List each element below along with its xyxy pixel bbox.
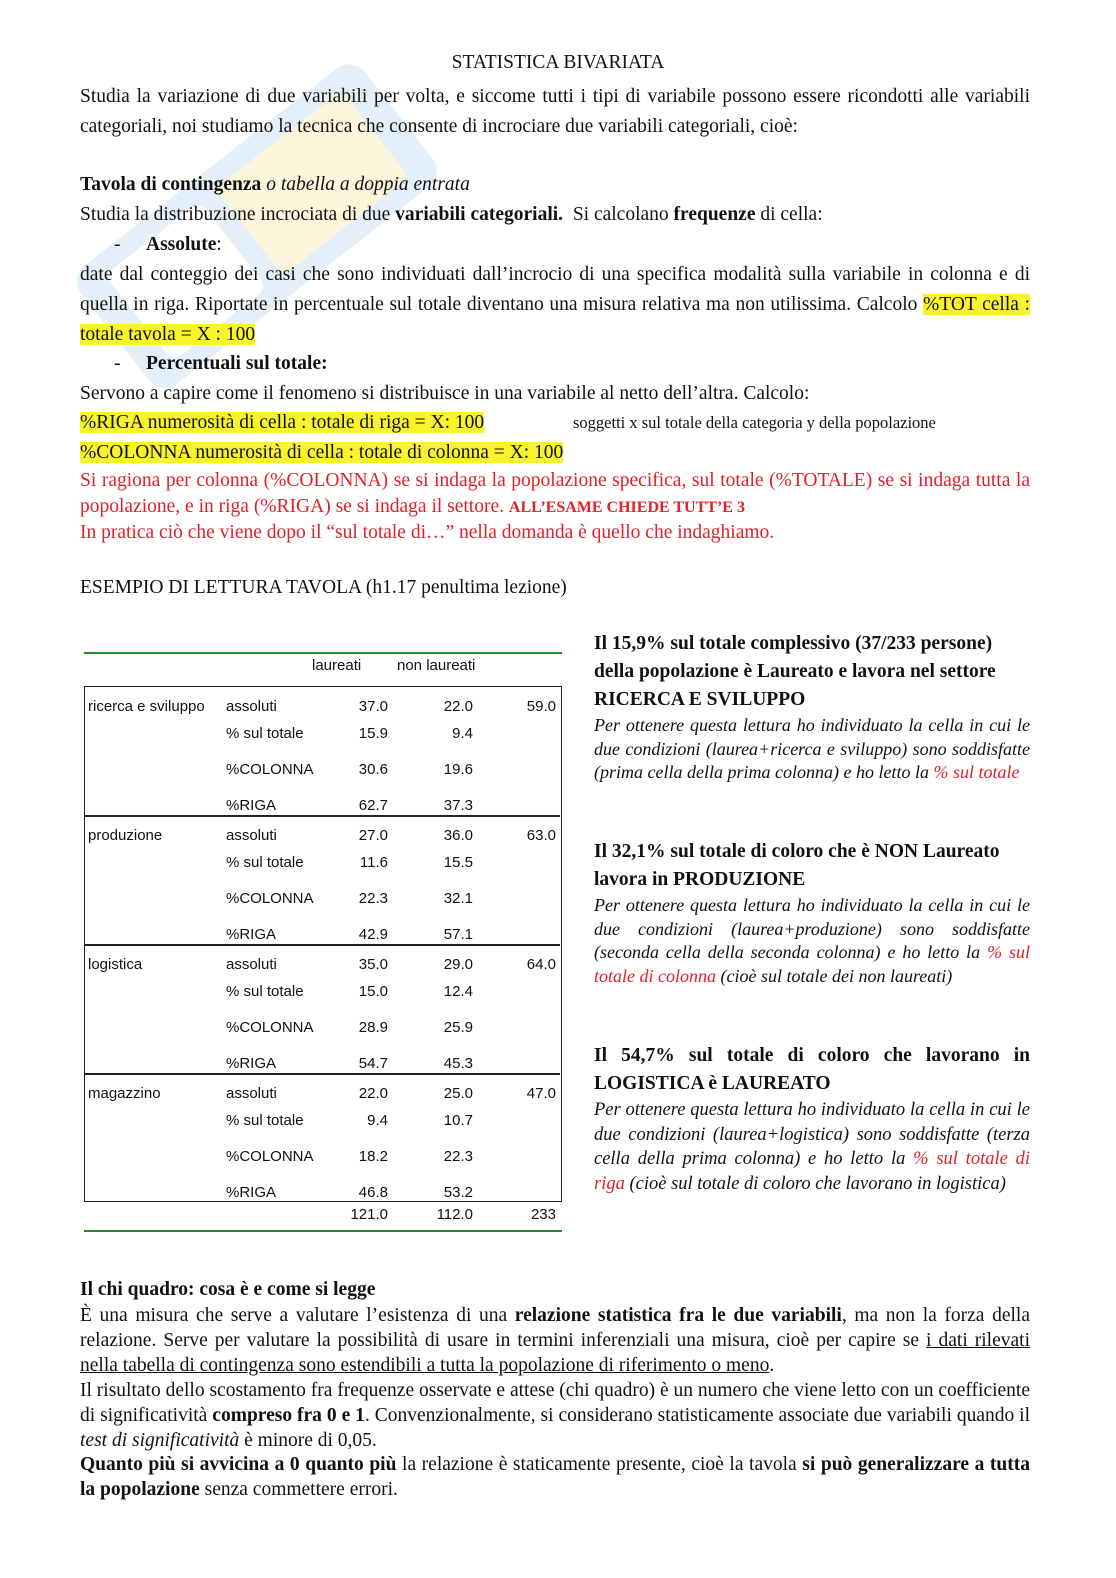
column-total: 233 [530,1206,556,1223]
cell-laureati: 35.0 [358,956,388,973]
cell-laureati: 22.3 [358,890,388,907]
group-separator [84,815,560,817]
red-note: Si ragiona per colonna (%COLONNA) se si indaga la popolazione specifica, sul totale (%TOTALE) se si indaga tutta la popolazione, e in riga (%RIGA) se si indaga il settore. ALL’ESAME CHIEDE TUTT’E 3 [80,470,1030,517]
cell-non-laureati: 10.7 [443,1112,473,1129]
row-label: % sul totale [226,725,304,742]
group-separator [84,944,560,946]
group-total: 63.0 [526,827,556,844]
chi-paragraph-3: Quanto più si avvicina a 0 quanto più la relazione è staticamente presente, cioè la tavola si può generalizzare a tutta la popolazione senza commettere errori. [80,1454,1031,1500]
percentuali-text: Servono a capire come il fenomeno si distribuisce in una variabile al netto dell’altra. Calcolo: [80,383,810,404]
group-label: ricerca e sviluppo [88,698,205,715]
cell-non-laureati: 19.6 [443,761,473,778]
cell-non-laureati: 22.0 [443,698,473,715]
assolute-text: date dal conteggio dei casi che sono individuati dall’incrocio di una specifica modalità sulla variabile in colonna e di quella in riga. Riportate in percentuale sul totale diventano una misura relativa ma non utilissima. Calcolo %TOT cella : totale tavola = X : 100 [80,264,1030,345]
group-label: logistica [88,956,143,973]
column-total: 121.0 [350,1206,388,1223]
row-label: %COLONNA [226,890,314,907]
riga-formula: %RIGA numerosità di cella : totale di riga = X: 100 [80,412,485,433]
riga-formula-line [80,408,1030,438]
cell-laureati: 54.7 [358,1055,388,1072]
row-label: %RIGA [226,1184,277,1201]
row-label: % sul totale [226,983,304,1000]
col-header-laureati: laureati [312,657,362,674]
row-label: %COLONNA [226,761,314,778]
row-label: %COLONNA [226,1148,314,1165]
row-label: assoluti [226,698,277,715]
intro-paragraph: Studia la variazione di due variabili per volta, e siccome tutti i tipi di variabile possono essere ricondotti alle variabili categoriali, noi studiamo la tecnica che consente di incrociare due variabili categoriali, cioè: [80,86,1030,137]
table-top-rule [84,652,562,654]
colonna-formula: %COLONNA numerosità di cella : totale di colonna = X: 100 [80,442,564,463]
group-label: produzione [88,827,163,844]
group-total: 47.0 [526,1085,556,1102]
table-bottom-rule [84,1230,562,1232]
row-label: %RIGA [226,926,277,943]
reading-text: Per ottenere questa lettura ho individuato la cella in cui le due condizioni (laurea+logistica) sono soddisfatte (terza cella della prima colonna) e ho letto la % sul totale di riga (cioè sul totale di coloro che lavorano in logistica) [594,1100,1030,1194]
group-total: 64.0 [526,956,556,973]
chi-paragraph-2: Il risultato dello scostamento fra frequenze osservate e attese (chi quadro) è un numero che viene letto con un coefficiente di significatività compreso fra 0 e 1. Convenzionalmente, si considerano statisticamente associate due variabili quando il test di significatività è minore di 0,05. [80,1380,1031,1451]
exam-note: ALL’ESAME CHIEDE TUTT’E 3 [508,499,745,516]
reading-heading: Il 15,9% sul totale complessivo (37/233 persone) della popolazione è Laureato e lavora nel settore RICERCA E SVILUPPO [594,633,996,710]
row-label: % sul totale [226,1112,304,1129]
riga-note: soggetti x sul totale della categoria y della popolazione [573,413,936,432]
cell-non-laureati: 37.3 [443,797,473,814]
group-separator [84,1073,560,1075]
cell-laureati: 62.7 [358,797,388,814]
cell-laureati: 42.9 [358,926,388,943]
cell-non-laureati: 45.3 [443,1055,473,1072]
group-label: magazzino [88,1085,161,1102]
cell-non-laureati: 9.4 [452,725,473,742]
cell-laureati: 11.6 [359,854,388,871]
cell-non-laureati: 15.5 [443,854,473,871]
cell-non-laureati: 53.2 [443,1184,473,1201]
cell-laureati: 37.0 [358,698,388,715]
row-label: %RIGA [226,797,277,814]
cell-laureati: 15.0 [358,983,388,1000]
row-label: %COLONNA [226,1019,314,1036]
reading-1 [594,630,1030,785]
cell-laureati: 9.4 [367,1112,388,1129]
cell-laureati: 18.2 [358,1148,388,1165]
assolute-formula: %TOT cella : totale tavola = X : 100 [80,294,1030,345]
cell-laureati: 28.9 [358,1019,388,1036]
assolute-item: - Assolute: [114,234,222,255]
contingency-table [84,652,562,1232]
cell-laureati: 15.9 [358,725,388,742]
reading-heading: Il 54,7% sul totale di coloro che lavorano in LOGISTICA è LAUREATO [594,1045,1030,1094]
row-label: % sul totale [226,854,304,871]
reading-text: Per ottenere questa lettura ho individuato la cella in cui le due condizioni (laurea+produzione) sono soddisfatte (seconda cella della seconda colonna) e ho letto la % sul totale di colonna (cioè sul totale dei non laureati) [594,895,1031,986]
tavola-heading: Tavola di contingenza o tabella a doppia entrata [80,174,470,195]
group-total: 59.0 [526,698,556,715]
chi-paragraph-1: È una misura che serve a valutare l’esistenza di una relazione statistica fra le due variabili, ma non la forza della relazione. Serve per valutare la possibilità di usare in termini inferenziali una misura, cioè per capire se i dati rilevati nella tabella di contingenza sono estendibili a tutta la popolazione di riferimento o meno. [80,1305,1030,1376]
cell-non-laureati: 12.4 [443,983,473,1000]
cell-laureati: 27.0 [358,827,388,844]
column-total: 112.0 [436,1206,473,1223]
chi-heading: Il chi quadro: cosa è e come si legge [80,1279,376,1300]
cell-laureati: 46.8 [358,1184,388,1201]
cell-non-laureati: 36.0 [443,827,473,844]
cell-non-laureati: 32.1 [443,890,473,907]
row-label: assoluti [226,956,277,973]
colonna-formula-line [80,438,1030,468]
reading-2 [594,838,1030,988]
esempio-title: ESEMPIO DI LETTURA TAVOLA (h1.17 penultima lezione) [80,577,567,598]
cell-non-laureati: 25.9 [443,1019,473,1036]
cell-non-laureati: 29.0 [443,956,473,973]
reading-3 [594,1042,1030,1196]
row-label: assoluti [226,827,277,844]
reading-heading: Il 32,1% sul totale di coloro che è NON Laureato lavora in PRODUZIONE [594,841,1000,890]
cell-non-laureati: 25.0 [443,1085,473,1102]
row-label: %RIGA [226,1055,277,1072]
row-label: assoluti [226,1085,277,1102]
col-header-non-laureati: non laureati [397,657,476,674]
cell-non-laureati: 57.1 [443,926,473,943]
cell-laureati: 30.6 [358,761,388,778]
cell-non-laureati: 22.3 [443,1148,473,1165]
tavola-description: Studia la distribuzione incrociata di due variabili categoriali. Si calcolano frequenze di cella: [80,204,823,225]
page-title: STATISTICA BIVARIATA [451,52,665,73]
red-note-2: In pratica ciò che viene dopo il “sul totale di…” nella domanda è quello che indaghiamo. [80,522,775,543]
percentuali-item: - Percentuali sul totale: [114,353,328,374]
cell-laureati: 22.0 [358,1085,388,1102]
reading-text: Per ottenere questa lettura ho individuato la cella in cui le due condizioni (laurea+ricerca e sviluppo) sono soddisfatte (prima cella della prima colonna) e ho letto la % sul totale [594,715,1030,782]
